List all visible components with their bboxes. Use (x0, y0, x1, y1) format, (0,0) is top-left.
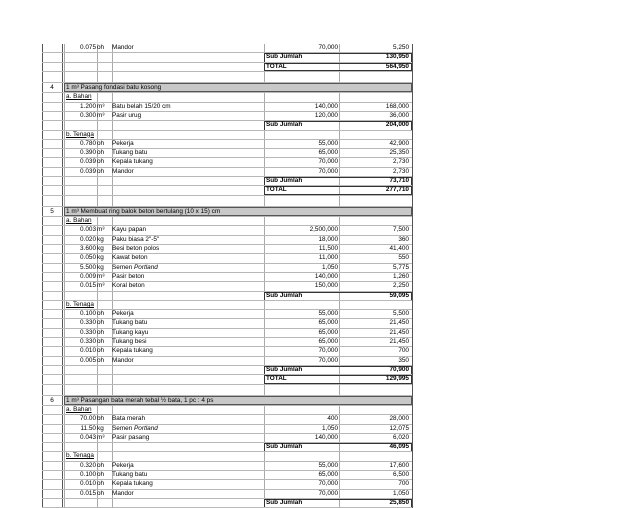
coefficient-cell: 0.050 (80, 254, 96, 262)
table-row (42, 357, 412, 366)
table-row (42, 158, 412, 167)
description-cell: Kepala tukang (112, 158, 153, 166)
description-cell: Tukang besi (112, 338, 147, 346)
table-row (42, 149, 412, 158)
section-title: 1 m³ Membuat ring balok beton bertulang (10 x 15) cm (66, 207, 221, 215)
amount-cell: 550 (398, 254, 409, 262)
unit-price-cell: 70,000 (318, 480, 338, 488)
unit-price-cell: 55,000 (318, 139, 338, 147)
coefficient-cell: 0.020 (80, 235, 96, 243)
description-cell: Semen Portland (112, 424, 158, 432)
description-cell: Batu belah 15/20 cm (112, 102, 171, 110)
table-row (42, 140, 412, 149)
spacer-row (42, 72, 412, 83)
description-cell: Tukang batu (112, 149, 148, 157)
subtotal-label: Sub Jumlah (266, 177, 303, 185)
unit-cell: oh (97, 471, 105, 479)
unit-price-cell: 65,000 (318, 149, 338, 157)
coefficient-cell: 0.330 (80, 338, 96, 346)
description-cell: Pekerja (112, 461, 134, 469)
subtotal-row (42, 499, 412, 508)
amount-cell: 7,500 (393, 226, 409, 234)
description-cell: Pekerja (112, 310, 134, 318)
unit-price-cell: 1,050 (322, 263, 338, 271)
unit-price-cell: 55,000 (318, 461, 338, 469)
unit-cell: kg (97, 263, 104, 271)
amount-cell: 12,075 (389, 424, 409, 432)
description-cell: Tukang batu (112, 471, 148, 479)
coefficient-cell: 0.039 (80, 167, 96, 175)
unit-cell: oh (97, 347, 105, 355)
subtotal-label: Sub Jumlah (266, 443, 303, 451)
unit-price-cell: 11,000 (318, 254, 338, 262)
amount-cell: 350 (398, 356, 409, 364)
coefficient-cell: 0.390 (80, 149, 96, 157)
table-row (42, 462, 412, 471)
table-row (42, 103, 412, 112)
description-cell: Pekerja (112, 139, 134, 147)
unit-cell: oh (97, 328, 105, 336)
total-label: TOTAL (266, 62, 287, 70)
amount-cell: 2,730 (393, 167, 409, 175)
coefficient-cell: 70.00 (80, 415, 96, 423)
table-row (42, 112, 412, 121)
coefficient-cell: 0.330 (80, 328, 96, 336)
description-cell: Pasir pasang (112, 433, 150, 441)
coefficient-cell: 5.500 (80, 263, 96, 271)
amount-cell: 6,020 (393, 433, 409, 441)
description-cell: Kepala tukang (112, 480, 153, 488)
coefficient-cell: 0.015 (80, 282, 96, 290)
subtotal-value: 46,095 (389, 443, 409, 451)
unit-price-cell: 150,000 (314, 282, 338, 290)
description-cell: Bata merah (112, 415, 146, 423)
coefficient-cell: 11.50 (80, 424, 96, 432)
subtotal-row (42, 366, 412, 375)
section-title: 1 m³ Pasangan bata merah tebal ½ bata, 1 pc : 4 ps (66, 396, 214, 404)
section-title: 1 m³ Pasang fondasi batu kosong (66, 83, 162, 91)
unit-cell: m³ (97, 111, 105, 119)
table-row (42, 254, 412, 263)
unit-cell: m³ (97, 282, 105, 290)
unit-cell: m³ (97, 433, 105, 441)
section-header-row (42, 396, 412, 407)
unit-cell: m³ (97, 272, 105, 280)
unit-price-cell: 140,000 (314, 272, 338, 280)
total-label: TOTAL (266, 375, 287, 383)
description-cell: Mandor (112, 489, 134, 497)
unit-price-cell: 120,000 (314, 111, 338, 119)
unit-price-cell: 70,000 (318, 356, 338, 364)
group-label: b. Tenaga (66, 130, 94, 138)
coefficient-cell: 0.320 (80, 461, 96, 469)
group-label: a. Bahan (66, 217, 92, 225)
total-row (42, 63, 412, 72)
unit-price-cell: 140,000 (314, 102, 338, 110)
description-cell: Semen Portland (112, 263, 158, 271)
description-italic: Portland (134, 263, 158, 271)
table-row (42, 282, 412, 291)
amount-cell: 2,730 (393, 158, 409, 166)
coefficient-cell: 0.039 (80, 158, 96, 166)
subtotal-label: Sub Jumlah (266, 53, 303, 61)
table-row (42, 490, 412, 499)
total-row (42, 186, 412, 195)
group-label-row (42, 406, 412, 415)
section-number: 5 (50, 207, 54, 215)
coefficient-cell: 0.780 (80, 139, 96, 147)
table-row (42, 245, 412, 254)
spacer-row (42, 196, 412, 207)
unit-cell: oh (97, 310, 105, 318)
description-cell: Kayu papan (112, 226, 147, 234)
amount-cell: 6,500 (393, 471, 409, 479)
section-number: 4 (50, 83, 54, 91)
section-number: 6 (50, 396, 54, 404)
coefficient-cell: 3.600 (80, 245, 96, 253)
amount-cell: 41,400 (389, 245, 409, 253)
amount-cell: 17,600 (389, 461, 409, 469)
table-row (42, 415, 412, 424)
description-cell: Kawat beton (112, 254, 148, 262)
subtotal-label: Sub Jumlah (266, 121, 303, 129)
group-label-row (42, 131, 412, 140)
coefficient-cell: 0.300 (80, 111, 96, 119)
group-label: a. Bahan (66, 93, 92, 101)
total-value: 564,950 (385, 62, 409, 70)
coefficient-cell: 0.100 (80, 310, 96, 318)
unit-price-cell: 2,500,000 (309, 226, 338, 234)
coefficient-cell: 0.009 (80, 272, 96, 280)
unit-cell: kg (97, 235, 104, 243)
table-row (42, 44, 412, 53)
table-row (42, 273, 412, 282)
unit-price-cell: 65,000 (318, 338, 338, 346)
amount-cell: 1,260 (393, 272, 409, 280)
amount-cell: 21,450 (389, 338, 409, 346)
unit-cell: oh (97, 489, 105, 497)
group-label-row (42, 301, 412, 310)
subtotal-value: 25,850 (389, 498, 409, 506)
description-cell: Mandor (112, 356, 134, 364)
subtotal-label: Sub Jumlah (266, 498, 303, 506)
subtotal-row (42, 177, 412, 186)
spacer-row (42, 385, 412, 396)
section-header-row (42, 207, 412, 218)
subtotal-row (42, 292, 412, 301)
unit-cell: bh (97, 415, 105, 423)
amount-cell: 21,450 (389, 328, 409, 336)
subtotal-row (42, 121, 412, 130)
table-row (42, 236, 412, 245)
subtotal-row (42, 443, 412, 452)
unit-cell: kg (97, 424, 104, 432)
table-row (42, 480, 412, 489)
unit-price-cell: 70,000 (318, 44, 338, 51)
unit-cell: oh (97, 139, 105, 147)
table-row (42, 471, 412, 480)
amount-cell: 168,000 (385, 102, 409, 110)
unit-price-cell: 65,000 (318, 471, 338, 479)
amount-cell: 42,900 (389, 139, 409, 147)
amount-cell: 5,500 (393, 310, 409, 318)
group-label-row (42, 93, 412, 102)
subtotal-value: 70,900 (389, 365, 409, 373)
amount-cell: 36,000 (389, 111, 409, 119)
amount-cell: 1,050 (393, 489, 409, 497)
subtotal-label: Sub Jumlah (266, 291, 303, 299)
coefficient-cell: 0.075 (80, 44, 96, 51)
description-cell: Paku biasa 2"-5" (112, 235, 160, 243)
unit-price-cell: 70,000 (318, 167, 338, 175)
unit-price-cell: 140,000 (314, 433, 338, 441)
subtotal-value: 59,095 (389, 291, 409, 299)
group-label: a. Bahan (66, 406, 92, 413)
sheet-rows (42, 44, 412, 508)
grid-line (412, 44, 413, 508)
amount-cell: 5,250 (393, 44, 409, 51)
subtotal-value: 204,000 (385, 121, 409, 129)
unit-cell: oh (97, 167, 105, 175)
unit-price-cell: 65,000 (318, 319, 338, 327)
table-row (42, 434, 412, 443)
coefficient-cell: 0.330 (80, 319, 96, 327)
description-cell: Pasir beton (112, 272, 145, 280)
subtotal-row (42, 53, 412, 62)
unit-price-cell: 70,000 (318, 158, 338, 166)
amount-cell: 28,000 (389, 415, 409, 423)
table-row (42, 226, 412, 235)
table-row (42, 329, 412, 338)
total-value: 129,995 (385, 375, 409, 383)
table-row (42, 347, 412, 356)
table-row (42, 338, 412, 347)
unit-price-cell: 11,500 (318, 245, 338, 253)
unit-cell: kg (97, 245, 104, 253)
coefficient-cell: 0.015 (80, 489, 96, 497)
unit-cell: oh (97, 338, 105, 346)
subtotal-value: 73,710 (389, 177, 409, 185)
unit-cell: m³ (97, 226, 105, 234)
coefficient-cell: 0.010 (80, 347, 96, 355)
unit-cell: oh (97, 461, 105, 469)
total-row (42, 375, 412, 384)
coefficient-cell: 0.100 (80, 471, 96, 479)
unit-cell: oh (97, 319, 105, 327)
group-label-row (42, 452, 412, 461)
coefficient-cell: 1.200 (80, 102, 96, 110)
unit-price-cell: 55,000 (318, 310, 338, 318)
unit-price-cell: 1,050 (322, 424, 338, 432)
total-value: 277,710 (385, 186, 409, 194)
amount-cell: 360 (398, 235, 409, 243)
total-label: TOTAL (266, 186, 287, 194)
unit-cell: oh (97, 44, 105, 51)
description-cell: Mandor (112, 167, 134, 175)
description-cell: Tukang batu (112, 319, 148, 327)
unit-price-cell: 70,000 (318, 347, 338, 355)
table-row (42, 310, 412, 319)
unit-cell: m³ (97, 102, 105, 110)
unit-cell: oh (97, 356, 105, 364)
table-row (42, 264, 412, 273)
subtotal-label: Sub Jumlah (266, 365, 303, 373)
amount-cell: 21,450 (389, 319, 409, 327)
unit-price-cell: 65,000 (318, 328, 338, 336)
table-row (42, 168, 412, 177)
unit-cell: kg (97, 254, 104, 262)
table-row (42, 425, 412, 434)
unit-cell: oh (97, 149, 105, 157)
group-label: b. Tenaga (66, 300, 94, 308)
description-cell: Mandor (112, 44, 134, 51)
amount-cell: 700 (398, 480, 409, 488)
description-cell: Kepala tukang (112, 347, 153, 355)
unit-price-cell: 18,000 (318, 235, 338, 243)
coefficient-cell: 0.043 (80, 433, 96, 441)
group-label-row (42, 217, 412, 226)
description-cell: Koral beton (112, 282, 145, 290)
amount-cell: 25,350 (389, 149, 409, 157)
coefficient-cell: 0.010 (80, 480, 96, 488)
coefficient-cell: 0.003 (80, 226, 96, 234)
description-cell: Besi beton polos (112, 245, 160, 253)
coefficient-cell: 0.005 (80, 356, 96, 364)
section-header-row (42, 83, 412, 94)
amount-cell: 5,775 (393, 263, 409, 271)
amount-cell: 2,250 (393, 282, 409, 290)
unit-price-cell: 400 (327, 415, 338, 423)
table-row (42, 319, 412, 328)
cost-analysis-sheet (42, 44, 412, 508)
description-cell: Tukang kayu (112, 328, 149, 336)
unit-cell: oh (97, 480, 105, 488)
unit-cell: oh (97, 158, 105, 166)
amount-cell: 700 (398, 347, 409, 355)
group-label: b. Tenaga (66, 452, 94, 460)
unit-price-cell: 70,000 (318, 489, 338, 497)
description-cell: Pasir urug (112, 111, 142, 119)
subtotal-value: 130,950 (385, 53, 409, 61)
description-italic: Portland (134, 424, 158, 432)
